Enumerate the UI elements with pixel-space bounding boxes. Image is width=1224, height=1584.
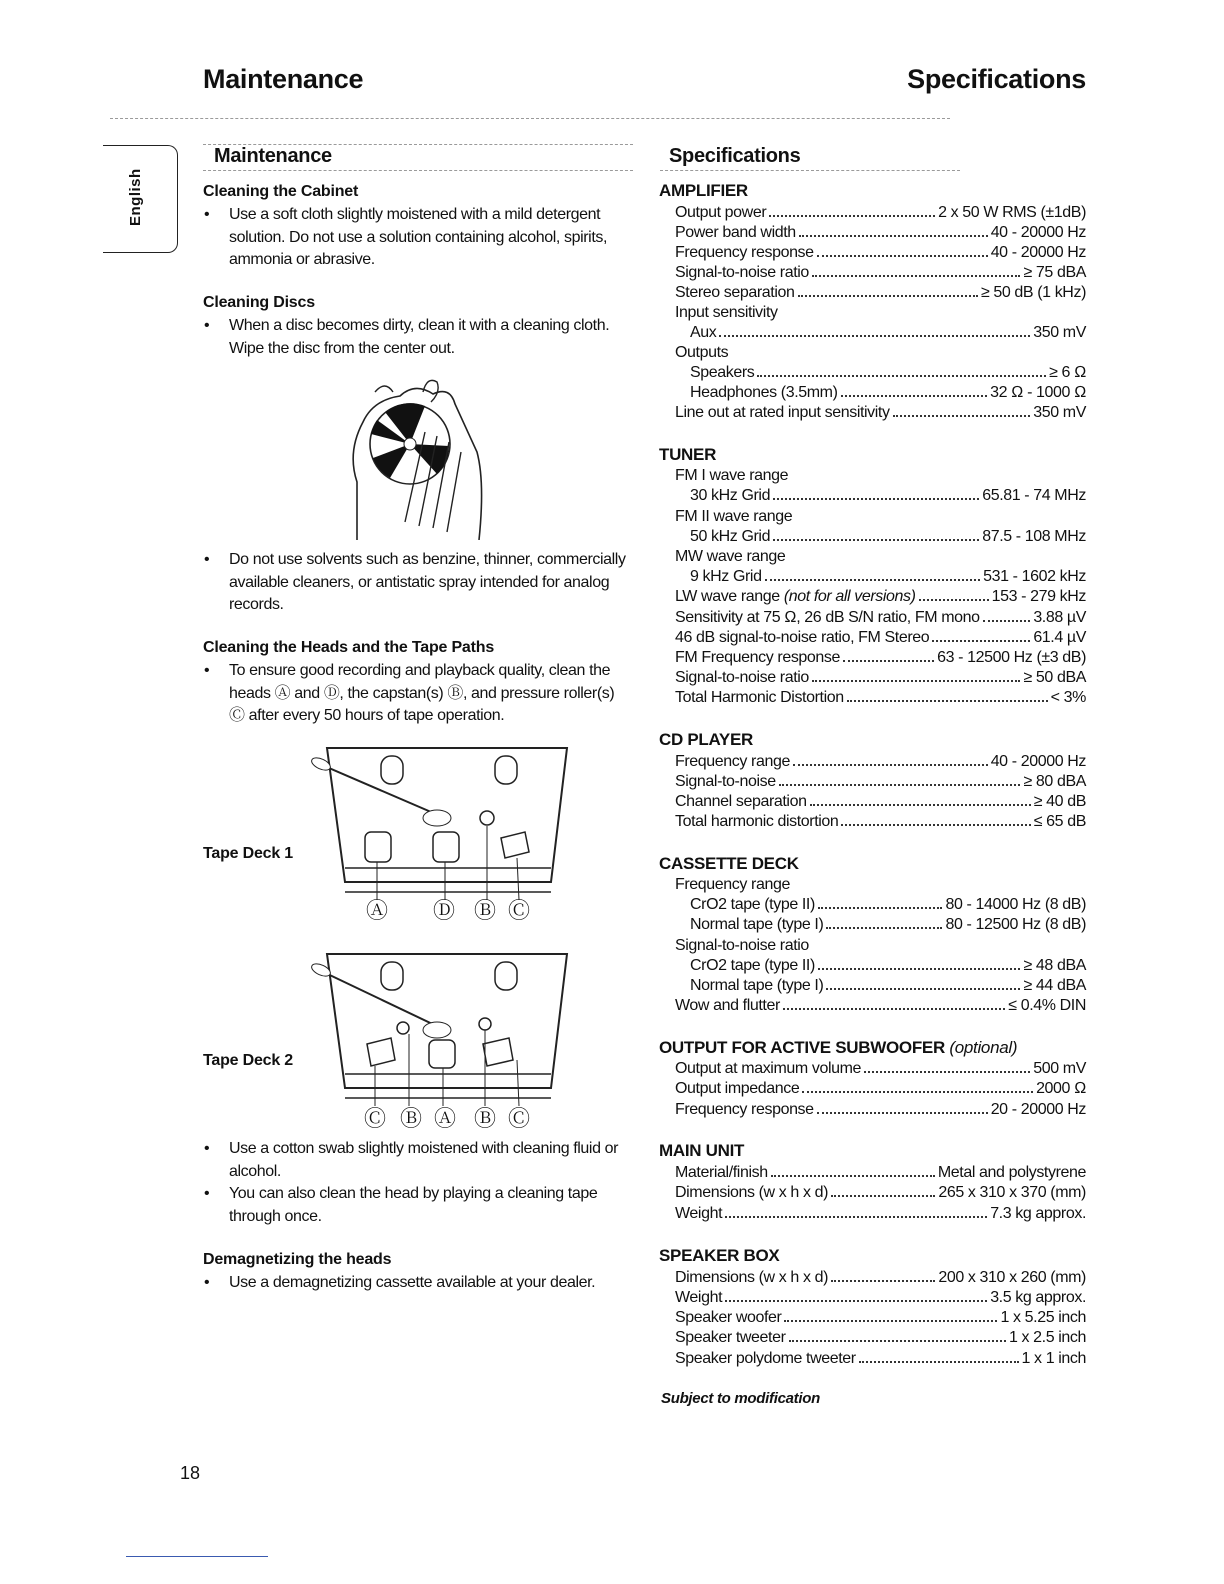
spec-label: Signal-to-noise (675, 773, 776, 790)
leader-dots (810, 804, 1031, 806)
spec-cassette-freq-normal (690, 915, 1086, 935)
heads-bullet-2-text: Use a cotton swab slightly moistened with cleaning fluid or alcohol. (229, 1140, 619, 1180)
discs-bullet-1 (204, 315, 624, 360)
spec-power-band (675, 223, 1086, 243)
heads-bullet-2 (204, 1138, 629, 1183)
cassette-heading: CASSETTE DECK (659, 854, 799, 873)
main-unit-heading: MAIN UNIT (659, 1141, 745, 1160)
spec-value: 1 x 1 inch (1021, 1350, 1086, 1367)
leader-dots (817, 1112, 988, 1114)
specs-section-title: Specifications (669, 145, 801, 167)
spec-value: 65.81 - 74 MHz (982, 487, 1086, 504)
discs-bullet-1-text: When a disc becomes dirty, clean it with a cleaning cloth. Wipe the disc from the center out. (229, 317, 610, 357)
leader-dots (831, 1195, 935, 1197)
deck2-mark-c: Ⓒ (364, 1106, 387, 1131)
deck1-mark-b: Ⓑ (474, 898, 497, 923)
spec-label: Wow and flutter (675, 997, 780, 1014)
spec-main-weight (675, 1204, 1086, 1224)
subwoofer-heading (659, 1038, 1017, 1058)
specs-title-rule (660, 170, 960, 171)
spec-mw-grid (690, 567, 1086, 587)
spec-value: 40 - 20000 Hz (990, 224, 1086, 241)
spec-value: 40 - 20000 Hz (990, 753, 1086, 770)
spec-fm2: FM II wave range (675, 508, 793, 525)
leader-dots (802, 1091, 1033, 1093)
tape-deck-1-label: Tape Deck 1 (203, 845, 293, 862)
spec-cd-freq (675, 752, 1086, 772)
spec-mw: MW wave range (675, 548, 786, 565)
spec-value: < 3% (1050, 689, 1086, 706)
tape-deck-2-diagram (305, 948, 575, 1108)
spec-label: Output impedance (675, 1080, 800, 1097)
spec-cassette-freq-cro2 (690, 895, 1086, 915)
spec-label: Frequency range (675, 753, 790, 770)
spec-speaker-woofer (675, 1308, 1086, 1328)
leader-dots (783, 1008, 1005, 1010)
tuner-heading: TUNER (659, 445, 717, 464)
leader-dots (769, 215, 935, 217)
page-title-left: Maintenance (203, 64, 364, 94)
spec-cassette-snr-cro2 (690, 956, 1086, 976)
spec-value: 63 - 12500 Hz (±3 dB) (937, 649, 1086, 666)
bullet-dot: • (204, 1185, 210, 1202)
spec-value: 61.4 µV (1033, 629, 1086, 646)
spec-value: 350 mV (1033, 404, 1086, 421)
bullet-dot: • (204, 317, 210, 334)
spec-label: Output power (675, 204, 767, 221)
spec-value: ≥ 50 dB (1 kHz) (980, 284, 1086, 301)
spec-input-sensitivity: Input sensitivity (675, 304, 778, 321)
bullet-dot: • (204, 551, 210, 568)
spec-value: 153 - 279 kHz (991, 588, 1086, 605)
spec-label: Speakers (690, 364, 755, 381)
header-rule (110, 118, 950, 119)
leader-dots (812, 275, 1021, 277)
spec-value: 87.5 - 108 MHz (982, 528, 1086, 545)
spec-label: Aux (690, 324, 717, 341)
spec-label: Total harmonic distortion (675, 813, 839, 830)
spec-label: CrO2 tape (type II) (690, 896, 815, 913)
spec-value: 500 mV (1033, 1060, 1086, 1077)
amplifier-heading: AMPLIFIER (659, 181, 748, 200)
spec-label: Line out at rated input sensitivity (675, 404, 890, 421)
demag-heading: Demagnetizing the heads (203, 1251, 392, 1268)
spec-fm-stereo (675, 628, 1086, 648)
spec-snr (675, 263, 1086, 283)
spec-freq-response (675, 243, 1086, 263)
spec-material (675, 1163, 1086, 1183)
spec-label: 30 kHz Grid (690, 487, 771, 504)
spec-value: 20 - 20000 Hz (990, 1101, 1086, 1118)
spec-speaker-dims (675, 1268, 1086, 1288)
spec-label: FM Frequency response (675, 649, 841, 666)
leader-dots (812, 680, 1021, 682)
demag-bullet-text: Use a demagnetizing cassette available at your dealer. (229, 1274, 596, 1291)
spec-speaker-weight (675, 1288, 1086, 1308)
subwoofer-heading-text: OUTPUT FOR ACTIVE SUBWOOFER (659, 1038, 950, 1057)
spec-speaker-polydome (675, 1349, 1086, 1369)
heads-bullet-3 (204, 1183, 609, 1228)
spec-value: ≥ 75 dBA (1023, 264, 1086, 281)
spec-label: 50 kHz Grid (690, 528, 771, 545)
leader-dots (841, 824, 1030, 826)
bullet-dot: • (204, 206, 210, 223)
deck1-mark-a: Ⓐ (366, 898, 389, 923)
spec-value: ≥ 44 dBA (1023, 977, 1086, 994)
spec-value: 2 x 50 W RMS (±1dB) (938, 204, 1086, 221)
spec-cd-thd (675, 812, 1086, 832)
spec-label: Signal-to-noise ratio (675, 264, 809, 281)
spec-fm2-grid (690, 527, 1086, 547)
maintenance-top-rule (203, 144, 633, 145)
spec-stereo-sep (675, 283, 1086, 303)
spec-line-out (675, 403, 1086, 423)
leader-dots (847, 700, 1048, 702)
spec-sub-maxvol (675, 1059, 1086, 1079)
spec-sub-impedance (675, 1079, 1086, 1099)
spec-label: Material/finish (675, 1164, 768, 1181)
tape-deck-2-label: Tape Deck 2 (203, 1052, 293, 1069)
spec-sensitivity (675, 608, 1086, 628)
spec-label: 46 dB signal-to-noise ratio, FM Stereo (675, 629, 930, 646)
deck1-mark-c: Ⓒ (508, 898, 531, 923)
spec-label: Sensitivity at 75 Ω, 26 dB S/N ratio, FM mono (675, 609, 980, 626)
leader-dots (765, 579, 981, 581)
discs-heading: Cleaning Discs (203, 294, 315, 311)
spec-label (675, 587, 916, 607)
bullet-dot: • (204, 1274, 210, 1291)
bullet-dot: • (204, 1140, 210, 1157)
spec-value: ≥ 48 dBA (1023, 957, 1086, 974)
leader-dots (831, 1280, 935, 1282)
spec-cd-snr (675, 772, 1086, 792)
spec-lw (675, 587, 1086, 607)
spec-label: Channel separation (675, 793, 807, 810)
spec-label: Output at maximum volume (675, 1060, 862, 1077)
spec-value: 7.3 kg approx. (990, 1205, 1086, 1222)
spec-value: ≤ 65 dB (1033, 813, 1086, 830)
spec-label: Speaker woofer (675, 1309, 782, 1326)
spec-value: 3.5 kg approx. (990, 1289, 1086, 1306)
spec-cassette-snr: Signal-to-noise ratio (675, 937, 809, 954)
spec-label: Signal-to-noise ratio (675, 669, 809, 686)
language-tab-label: English (127, 168, 144, 226)
spec-headphones (690, 383, 1086, 403)
spec-value: 1 x 5.25 inch (1000, 1309, 1086, 1326)
spec-cd-sep (675, 792, 1086, 812)
deck1-mark-d: Ⓓ (433, 898, 456, 923)
spec-sub-freq (675, 1100, 1086, 1120)
spec-value: Metal and polystyrene (937, 1164, 1086, 1181)
spec-fm1: FM I wave range (675, 467, 789, 484)
spec-cassette-snr-normal (690, 976, 1086, 996)
lw-label: LW wave range (675, 588, 784, 605)
leader-dots (932, 640, 1030, 642)
spec-value: 350 mV (1033, 324, 1086, 341)
spec-label: Weight (675, 1205, 723, 1222)
spec-value: 40 - 20000 Hz (990, 244, 1086, 261)
page-number: 18 (180, 1463, 201, 1483)
leader-dots (725, 1216, 987, 1218)
spec-value: ≥ 6 Ω (1049, 364, 1086, 381)
spec-label: Speaker tweeter (675, 1329, 786, 1346)
footer-rule (126, 1556, 268, 1557)
spec-value: ≥ 80 dBA (1023, 773, 1086, 790)
spec-label: Dimensions (w x h x d) (675, 1269, 829, 1286)
leader-dots (719, 335, 1030, 337)
spec-label: Dimensions (w x h x d) (675, 1184, 829, 1201)
spec-output-power (675, 203, 1086, 223)
heads-heading: Cleaning the Heads and the Tape Paths (203, 639, 495, 656)
spec-value: 200 x 310 x 260 (mm) (938, 1269, 1086, 1286)
spec-value: 531 - 1602 kHz (983, 568, 1086, 585)
subject-to-modification: Subject to modification (661, 1390, 820, 1407)
spec-value: 80 - 12500 Hz (8 dB) (945, 916, 1086, 933)
maintenance-section-title: Maintenance (214, 145, 332, 167)
leader-dots (826, 988, 1020, 990)
spec-value: 3.88 µV (1033, 609, 1086, 626)
spec-label: Frequency response (675, 1101, 814, 1118)
leader-dots (864, 1071, 1030, 1073)
leader-dots (818, 968, 1021, 970)
leader-dots (859, 1361, 1019, 1363)
page-title-right: Specifications (907, 64, 1086, 94)
spec-label: Power band width (675, 224, 796, 241)
spec-value: 80 - 14000 Hz (8 dB) (945, 896, 1086, 913)
spec-value: ≥ 50 dBA (1023, 669, 1086, 686)
spec-value: 1 x 2.5 inch (1008, 1329, 1086, 1346)
bullet-dot: • (204, 662, 210, 679)
cabinet-bullet-text: Use a soft cloth slightly moistened with a mild detergent solution. Do not use a solution containing alcohol, spirits, ammonia or abrasive. (229, 206, 608, 268)
spec-label: Stereo separation (675, 284, 795, 301)
spec-label: Speaker polydome tweeter (675, 1350, 856, 1367)
spec-tuner-snr (675, 668, 1086, 688)
heads-bullet-1 (204, 660, 624, 728)
leader-dots (789, 1340, 1006, 1342)
spec-outputs: Outputs (675, 344, 729, 361)
spec-label: Headphones (3.5mm) (690, 384, 838, 401)
leader-dots (817, 255, 988, 257)
demag-bullet (204, 1272, 629, 1295)
spec-speakers (690, 363, 1086, 383)
leader-dots (771, 1175, 935, 1177)
spec-value: 32 Ω - 1000 Ω (990, 384, 1086, 401)
cd-heading: CD PLAYER (659, 730, 753, 749)
maintenance-bottom-rule (203, 170, 633, 171)
spec-value: 265 x 310 x 370 (mm) (938, 1184, 1086, 1201)
leader-dots (725, 1300, 987, 1302)
spec-label: Total Harmonic Distortion (675, 689, 844, 706)
spec-value: ≥ 40 dB (1033, 793, 1086, 810)
leader-dots (784, 1320, 997, 1322)
leader-dots (826, 927, 942, 929)
spec-fm1-grid (690, 486, 1086, 506)
cabinet-heading: Cleaning the Cabinet (203, 183, 359, 200)
lw-note: (not for all versions) (783, 588, 916, 605)
leader-dots (798, 295, 978, 297)
leader-dots (818, 907, 943, 909)
discs-bullet-2 (204, 549, 629, 617)
spec-label: Frequency response (675, 244, 814, 261)
leader-dots (779, 784, 1021, 786)
spec-label: Normal tape (type I) (690, 916, 824, 933)
deck2-mark-b2: Ⓑ (474, 1106, 497, 1131)
spec-wow-flutter (675, 996, 1086, 1016)
heads-bullet-3-text: You can also clean the head by playing a cleaning tape through once. (229, 1185, 598, 1225)
leader-dots (773, 539, 979, 541)
leader-dots (843, 660, 934, 662)
leader-dots (983, 620, 1031, 622)
spec-fm-freq (675, 648, 1086, 668)
speaker-box-heading: SPEAKER BOX (659, 1246, 780, 1265)
leader-dots (757, 375, 1046, 377)
deck2-mark-a: Ⓐ (434, 1106, 457, 1131)
deck2-mark-c2: Ⓒ (508, 1106, 531, 1131)
spec-label: Weight (675, 1289, 723, 1306)
subwoofer-heading-note: (optional) (949, 1038, 1018, 1057)
spec-label: 9 kHz Grid (690, 568, 762, 585)
spec-aux (690, 323, 1086, 343)
spec-cassette-freq: Frequency range (675, 876, 790, 893)
cabinet-bullet (204, 204, 619, 272)
spec-value: 2000 Ω (1036, 1080, 1086, 1097)
spec-tuner-thd (675, 688, 1086, 708)
leader-dots (799, 235, 988, 237)
deck2-mark-b: Ⓑ (400, 1106, 423, 1131)
spec-value: ≤ 0.4% DIN (1008, 997, 1086, 1014)
discs-bullet-2-text: Do not use solvents such as benzine, thinner, commercially available cleaners, or antistatic spray intended for analog records. (229, 551, 626, 613)
leader-dots (793, 764, 988, 766)
leader-dots (893, 415, 1031, 417)
leader-dots (773, 498, 979, 500)
spec-label: Normal tape (type I) (690, 977, 824, 994)
heads-bullet-1-text: To ensure good recording and playback quality, clean the heads Ⓐ and Ⓓ, the capstan(s) Ⓑ, and pressure roller(s) Ⓒ after every 50 hours of tape operation. (229, 662, 615, 724)
leader-dots (919, 599, 989, 601)
spec-label: CrO2 tape (type II) (690, 957, 815, 974)
spec-speaker-tweeter (675, 1328, 1086, 1348)
leader-dots (841, 395, 988, 397)
disc-cleaning-illustration (345, 372, 495, 540)
spec-main-dims (675, 1183, 1086, 1203)
